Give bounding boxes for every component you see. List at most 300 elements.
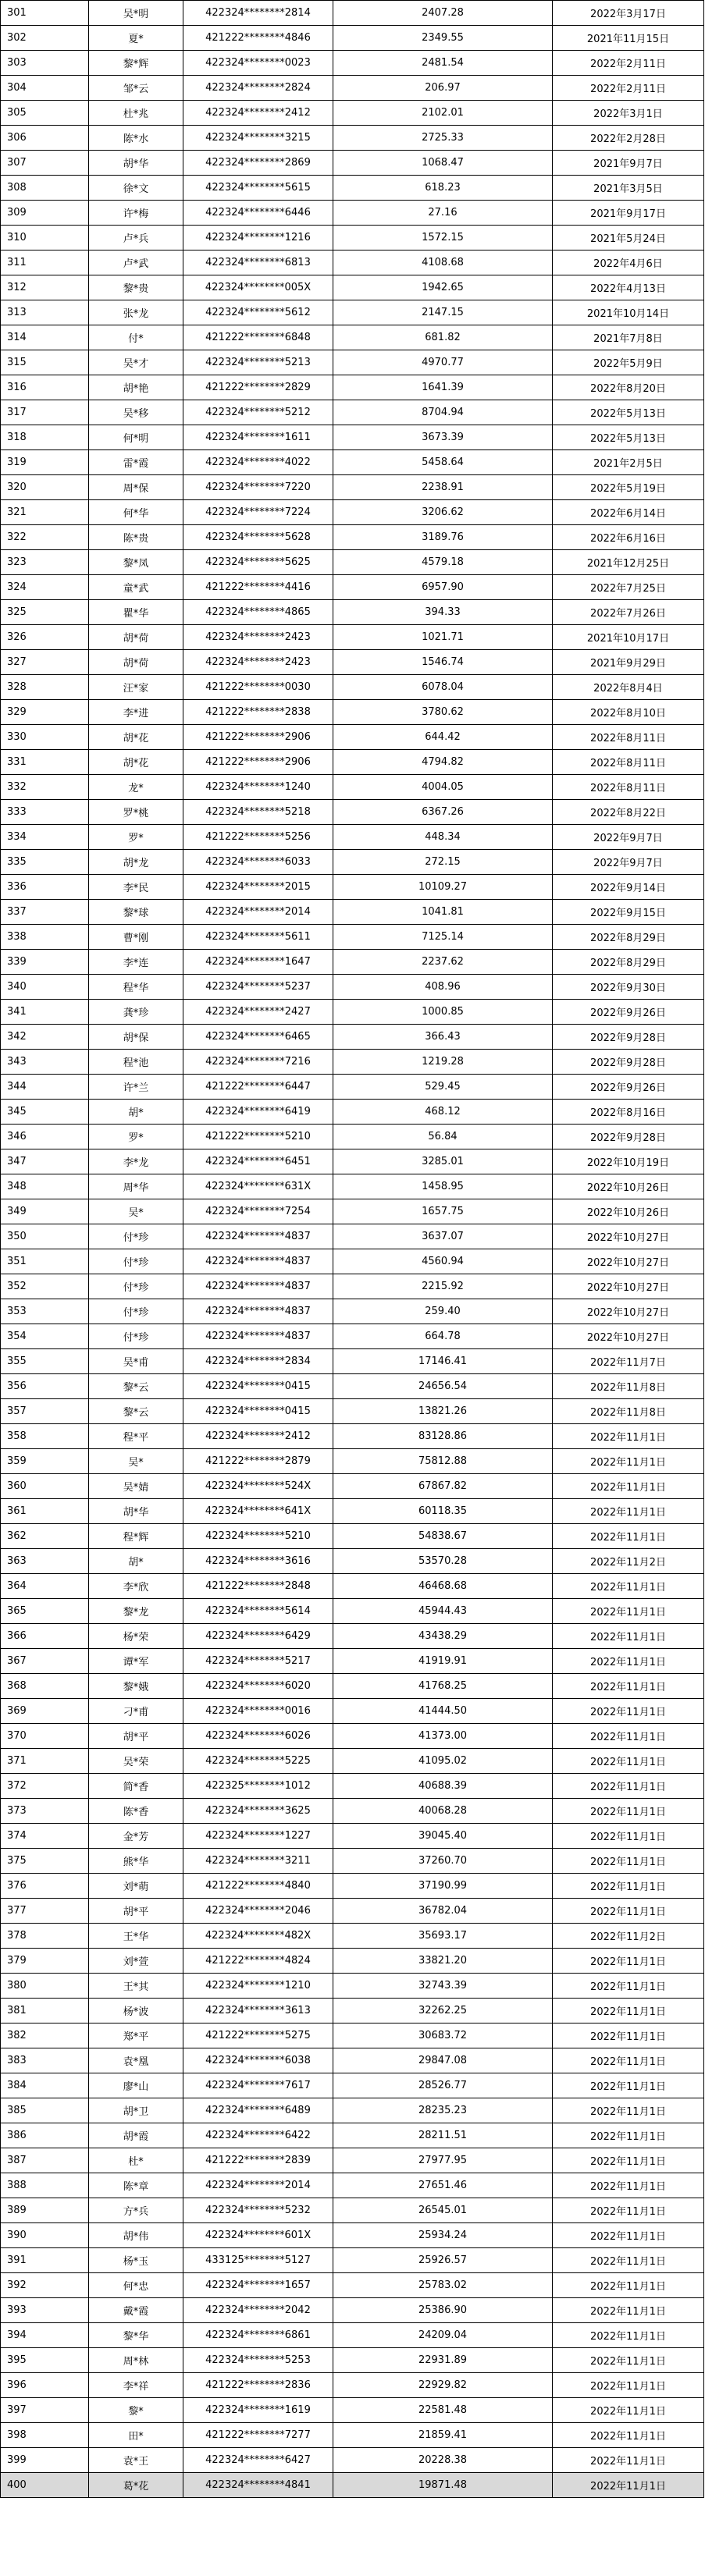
row-number-cell: 321 xyxy=(1,500,89,525)
amount-cell: 1021.71 xyxy=(333,625,553,650)
id-number-cell: 422324********2814 xyxy=(183,1,333,26)
table-row xyxy=(1,525,704,550)
date-cell: 2022年11月1日 xyxy=(553,1799,704,1824)
date-cell: 2022年8月10日 xyxy=(553,700,704,725)
table-row xyxy=(1,750,704,775)
name-cell: 谭*军 xyxy=(89,1649,183,1674)
name-cell: 付*珍 xyxy=(89,1299,183,1324)
table-row xyxy=(1,2148,704,2173)
row-number-cell: 395 xyxy=(1,2348,89,2373)
id-number-cell: 421222********4846 xyxy=(183,26,333,51)
date-cell: 2022年6月16日 xyxy=(553,525,704,550)
table-row xyxy=(1,325,704,350)
name-cell: 胡*花 xyxy=(89,750,183,775)
id-number-cell: 421222********4824 xyxy=(183,1949,333,1974)
id-number-cell: 421222********4416 xyxy=(183,575,333,600)
table-row xyxy=(1,126,704,151)
table-row xyxy=(1,1749,704,1774)
name-cell: 李*连 xyxy=(89,950,183,975)
date-cell: 2022年5月9日 xyxy=(553,350,704,375)
id-number-cell: 422324********4841 xyxy=(183,2473,333,2498)
table-row xyxy=(1,650,704,675)
id-number-cell: 422324********5212 xyxy=(183,400,333,425)
table-row xyxy=(1,51,704,76)
table-row xyxy=(1,1374,704,1399)
amount-cell: 53570.28 xyxy=(333,1549,553,1574)
id-number-cell: 422324********0023 xyxy=(183,51,333,76)
date-cell: 2022年8月16日 xyxy=(553,1100,704,1125)
amount-cell: 29847.08 xyxy=(333,2048,553,2073)
date-cell: 2022年11月1日 xyxy=(553,2073,704,2098)
amount-cell: 6078.04 xyxy=(333,675,553,700)
id-number-cell: 422324********5611 xyxy=(183,925,333,950)
id-number-cell: 422324********0016 xyxy=(183,1699,333,1724)
name-cell: 付*珍 xyxy=(89,1274,183,1299)
amount-cell: 27977.95 xyxy=(333,2148,553,2173)
date-cell: 2021年3月5日 xyxy=(553,176,704,201)
name-cell: 卢*兵 xyxy=(89,226,183,250)
name-cell: 汪*家 xyxy=(89,675,183,700)
name-cell: 吴* xyxy=(89,1449,183,1474)
date-cell: 2022年11月1日 xyxy=(553,1874,704,1899)
amount-cell: 2481.54 xyxy=(333,51,553,76)
id-number-cell: 422324********631X xyxy=(183,1174,333,1199)
name-cell: 黎*龙 xyxy=(89,1599,183,1624)
name-cell: 周*华 xyxy=(89,1174,183,1199)
row-number-cell: 344 xyxy=(1,1075,89,1100)
amount-cell: 468.12 xyxy=(333,1100,553,1125)
id-number-cell: 422324********2427 xyxy=(183,1000,333,1025)
table-row xyxy=(1,2298,704,2323)
id-number-cell: 422324********7220 xyxy=(183,475,333,500)
name-cell: 吴* xyxy=(89,1199,183,1224)
name-cell: 田* xyxy=(89,2423,183,2448)
date-cell: 2022年11月1日 xyxy=(553,2323,704,2348)
table-row xyxy=(1,725,704,750)
amount-cell: 681.82 xyxy=(333,325,553,350)
row-number-cell: 341 xyxy=(1,1000,89,1025)
amount-cell: 529.45 xyxy=(333,1075,553,1100)
name-cell: 曹*刚 xyxy=(89,925,183,950)
name-cell: 李*祥 xyxy=(89,2373,183,2398)
row-number-cell: 359 xyxy=(1,1449,89,1474)
table-row xyxy=(1,2373,704,2398)
amount-cell: 206.97 xyxy=(333,76,553,101)
amount-cell: 3780.62 xyxy=(333,700,553,725)
date-cell: 2022年11月1日 xyxy=(553,2398,704,2423)
id-number-cell: 421222********6447 xyxy=(183,1075,333,1100)
row-number-cell: 331 xyxy=(1,750,89,775)
date-cell: 2022年11月1日 xyxy=(553,2448,704,2473)
name-cell: 李*欣 xyxy=(89,1574,183,1599)
date-cell: 2022年9月7日 xyxy=(553,825,704,850)
name-cell: 周*林 xyxy=(89,2348,183,2373)
amount-cell: 39045.40 xyxy=(333,1824,553,1849)
date-cell: 2022年2月11日 xyxy=(553,76,704,101)
name-cell: 胡*卫 xyxy=(89,2098,183,2123)
date-cell: 2022年8月11日 xyxy=(553,750,704,775)
date-cell: 2022年11月7日 xyxy=(553,1349,704,1374)
table-row xyxy=(1,2248,704,2273)
table-row xyxy=(1,151,704,176)
id-number-cell: 422324********6813 xyxy=(183,250,333,275)
name-cell: 何*明 xyxy=(89,425,183,450)
table-row xyxy=(1,2023,704,2048)
date-cell: 2022年9月28日 xyxy=(553,1025,704,1050)
table-row xyxy=(1,1849,704,1874)
amount-cell: 20228.38 xyxy=(333,2448,553,2473)
name-cell: 王*其 xyxy=(89,1974,183,1999)
row-number-cell: 377 xyxy=(1,1899,89,1924)
table-row xyxy=(1,975,704,1000)
name-cell: 金*芳 xyxy=(89,1824,183,1849)
amount-cell: 366.43 xyxy=(333,1025,553,1050)
id-number-cell: 422324********3613 xyxy=(183,1999,333,2023)
date-cell: 2022年11月1日 xyxy=(553,1624,704,1649)
date-cell: 2022年9月7日 xyxy=(553,850,704,875)
amount-cell: 1219.28 xyxy=(333,1050,553,1075)
id-number-cell: 422324********5625 xyxy=(183,550,333,575)
row-number-cell: 327 xyxy=(1,650,89,675)
row-number-cell: 310 xyxy=(1,226,89,250)
amount-cell: 5458.64 xyxy=(333,450,553,475)
row-number-cell: 345 xyxy=(1,1100,89,1125)
table-row xyxy=(1,1149,704,1174)
id-number-cell: 422324********2423 xyxy=(183,625,333,650)
name-cell: 黎*贵 xyxy=(89,275,183,300)
date-cell: 2022年8月11日 xyxy=(553,775,704,800)
id-number-cell: 422324********4837 xyxy=(183,1274,333,1299)
name-cell: 郑*平 xyxy=(89,2023,183,2048)
name-cell: 简*香 xyxy=(89,1774,183,1799)
table-row xyxy=(1,1100,704,1125)
row-number-cell: 367 xyxy=(1,1649,89,1674)
table-row xyxy=(1,1000,704,1025)
id-number-cell: 422324********6038 xyxy=(183,2048,333,2073)
row-number-cell: 358 xyxy=(1,1424,89,1449)
amount-cell: 19871.48 xyxy=(333,2473,553,2498)
name-cell: 何*华 xyxy=(89,500,183,525)
row-number-cell: 385 xyxy=(1,2098,89,2123)
amount-cell: 32743.39 xyxy=(333,1974,553,1999)
date-cell: 2022年9月14日 xyxy=(553,875,704,900)
date-cell: 2022年11月1日 xyxy=(553,2023,704,2048)
amount-cell: 22931.89 xyxy=(333,2348,553,2373)
amount-cell: 1657.75 xyxy=(333,1199,553,1224)
id-number-cell: 422324********3616 xyxy=(183,1549,333,1574)
id-number-cell: 421222********6848 xyxy=(183,325,333,350)
name-cell: 黎*云 xyxy=(89,1374,183,1399)
row-number-cell: 319 xyxy=(1,450,89,475)
table-row xyxy=(1,1624,704,1649)
name-cell: 程*华 xyxy=(89,975,183,1000)
id-number-cell: 422324********1216 xyxy=(183,226,333,250)
row-number-cell: 337 xyxy=(1,900,89,925)
amount-cell: 1041.81 xyxy=(333,900,553,925)
row-number-cell: 366 xyxy=(1,1624,89,1649)
id-number-cell: 421222********5210 xyxy=(183,1125,333,1149)
name-cell: 吴*移 xyxy=(89,400,183,425)
name-cell: 瞿*华 xyxy=(89,600,183,625)
row-number-cell: 335 xyxy=(1,850,89,875)
date-cell: 2022年5月13日 xyxy=(553,425,704,450)
date-cell: 2021年5月24日 xyxy=(553,226,704,250)
table-row xyxy=(1,1125,704,1149)
table-row xyxy=(1,2073,704,2098)
date-cell: 2022年10月26日 xyxy=(553,1174,704,1199)
table-row xyxy=(1,450,704,475)
name-cell: 熊*华 xyxy=(89,1849,183,1874)
date-cell: 2022年10月19日 xyxy=(553,1149,704,1174)
table-row xyxy=(1,825,704,850)
id-number-cell: 421222********2906 xyxy=(183,750,333,775)
name-cell: 付*珍 xyxy=(89,1324,183,1349)
id-number-cell: 422324********4837 xyxy=(183,1324,333,1349)
date-cell: 2022年11月1日 xyxy=(553,1749,704,1774)
amount-cell: 1572.15 xyxy=(333,226,553,250)
row-number-cell: 390 xyxy=(1,2223,89,2248)
table-row xyxy=(1,1050,704,1075)
name-cell: 胡* xyxy=(89,1100,183,1125)
id-number-cell: 422324********2046 xyxy=(183,1899,333,1924)
date-cell: 2021年11月15日 xyxy=(553,26,704,51)
date-cell: 2022年11月2日 xyxy=(553,1924,704,1949)
row-number-cell: 322 xyxy=(1,525,89,550)
table-row xyxy=(1,550,704,575)
date-cell: 2022年8月22日 xyxy=(553,800,704,825)
id-number-cell: 422324********6465 xyxy=(183,1025,333,1050)
date-cell: 2022年8月20日 xyxy=(553,375,704,400)
row-number-cell: 369 xyxy=(1,1699,89,1724)
date-cell: 2021年10月14日 xyxy=(553,300,704,325)
row-number-cell: 352 xyxy=(1,1274,89,1299)
table-row xyxy=(1,1999,704,2023)
name-cell: 葛*花 xyxy=(89,2473,183,2498)
id-number-cell: 422324********3211 xyxy=(183,1849,333,1874)
date-cell: 2021年9月29日 xyxy=(553,650,704,675)
name-cell: 徐*文 xyxy=(89,176,183,201)
row-number-cell: 371 xyxy=(1,1749,89,1774)
row-number-cell: 392 xyxy=(1,2273,89,2298)
name-cell: 程*平 xyxy=(89,1424,183,1449)
table-row xyxy=(1,675,704,700)
amount-cell: 13821.26 xyxy=(333,1399,553,1424)
table-row xyxy=(1,1974,704,1999)
date-cell: 2022年7月25日 xyxy=(553,575,704,600)
name-cell: 卢*武 xyxy=(89,250,183,275)
table-row xyxy=(1,1299,704,1324)
date-cell: 2022年7月26日 xyxy=(553,600,704,625)
id-number-cell: 422324********005X xyxy=(183,275,333,300)
table-row xyxy=(1,2323,704,2348)
table-row xyxy=(1,1724,704,1749)
id-number-cell: 421222********2839 xyxy=(183,2148,333,2173)
amount-cell: 10109.27 xyxy=(333,875,553,900)
row-number-cell: 312 xyxy=(1,275,89,300)
table-row xyxy=(1,1649,704,1674)
row-number-cell: 354 xyxy=(1,1324,89,1349)
name-cell: 李*民 xyxy=(89,875,183,900)
amount-cell: 3206.62 xyxy=(333,500,553,525)
name-cell: 胡*伟 xyxy=(89,2223,183,2248)
date-cell: 2022年9月28日 xyxy=(553,1125,704,1149)
date-cell: 2022年2月11日 xyxy=(553,51,704,76)
amount-cell: 644.42 xyxy=(333,725,553,750)
name-cell: 雷*霞 xyxy=(89,450,183,475)
name-cell: 龚*珍 xyxy=(89,1000,183,1025)
amount-cell: 27.16 xyxy=(333,201,553,226)
id-number-cell: 422324********1619 xyxy=(183,2398,333,2423)
table-row xyxy=(1,2348,704,2373)
row-number-cell: 370 xyxy=(1,1724,89,1749)
table-row xyxy=(1,1899,704,1924)
name-cell: 付*珍 xyxy=(89,1224,183,1249)
table-row xyxy=(1,1349,704,1374)
row-number-cell: 302 xyxy=(1,26,89,51)
amount-cell: 2147.15 xyxy=(333,300,553,325)
row-number-cell: 334 xyxy=(1,825,89,850)
id-number-cell: 422324********2042 xyxy=(183,2298,333,2323)
date-cell: 2022年11月1日 xyxy=(553,1499,704,1524)
table-row xyxy=(1,1549,704,1574)
name-cell: 吴*明 xyxy=(89,1,183,26)
date-cell: 2022年8月29日 xyxy=(553,950,704,975)
id-number-cell: 422324********2412 xyxy=(183,101,333,126)
name-cell: 袁*王 xyxy=(89,2448,183,2473)
name-cell: 胡*平 xyxy=(89,1724,183,1749)
amount-cell: 83128.86 xyxy=(333,1424,553,1449)
id-number-cell: 422324********2423 xyxy=(183,650,333,675)
row-number-cell: 320 xyxy=(1,475,89,500)
table-row xyxy=(1,625,704,650)
name-cell: 胡*荷 xyxy=(89,625,183,650)
name-cell: 陈*贵 xyxy=(89,525,183,550)
name-cell: 陈*水 xyxy=(89,126,183,151)
amount-cell: 664.78 xyxy=(333,1324,553,1349)
row-number-cell: 388 xyxy=(1,2173,89,2198)
table-row xyxy=(1,76,704,101)
name-cell: 胡* xyxy=(89,1549,183,1574)
amount-cell: 8704.94 xyxy=(333,400,553,425)
row-number-cell: 309 xyxy=(1,201,89,226)
id-number-cell: 422324********6033 xyxy=(183,850,333,875)
table-row xyxy=(1,425,704,450)
id-number-cell: 421222********2838 xyxy=(183,700,333,725)
name-cell: 刘*萱 xyxy=(89,1949,183,1974)
table-row xyxy=(1,1499,704,1524)
amount-cell: 40688.39 xyxy=(333,1774,553,1799)
row-number-cell: 349 xyxy=(1,1199,89,1224)
id-number-cell: 422324********2869 xyxy=(183,151,333,176)
date-cell: 2022年3月17日 xyxy=(553,1,704,26)
row-number-cell: 338 xyxy=(1,925,89,950)
id-number-cell: 422324********7254 xyxy=(183,1199,333,1224)
row-number-cell: 375 xyxy=(1,1849,89,1874)
date-cell: 2022年11月1日 xyxy=(553,2148,704,2173)
amount-cell: 7125.14 xyxy=(333,925,553,950)
table-row xyxy=(1,1824,704,1849)
name-cell: 程*池 xyxy=(89,1050,183,1075)
amount-cell: 24656.54 xyxy=(333,1374,553,1399)
id-number-cell: 422324********601X xyxy=(183,2223,333,2248)
date-cell: 2022年4月13日 xyxy=(553,275,704,300)
table-row xyxy=(1,1674,704,1699)
name-cell: 周*保 xyxy=(89,475,183,500)
id-number-cell: 422324********5614 xyxy=(183,1599,333,1624)
name-cell: 罗* xyxy=(89,1125,183,1149)
row-number-cell: 389 xyxy=(1,2198,89,2223)
date-cell: 2022年11月1日 xyxy=(553,2123,704,2148)
id-number-cell: 422324********5237 xyxy=(183,975,333,1000)
amount-cell: 4794.82 xyxy=(333,750,553,775)
name-cell: 黎*球 xyxy=(89,900,183,925)
date-cell: 2022年9月15日 xyxy=(553,900,704,925)
date-cell: 2022年11月1日 xyxy=(553,1824,704,1849)
row-number-cell: 362 xyxy=(1,1524,89,1549)
name-cell: 杨*波 xyxy=(89,1999,183,2023)
date-cell: 2021年9月17日 xyxy=(553,201,704,226)
name-cell: 童*武 xyxy=(89,575,183,600)
amount-cell: 26545.01 xyxy=(333,2198,553,2223)
id-number-cell: 422324********5213 xyxy=(183,350,333,375)
amount-cell: 41919.91 xyxy=(333,1649,553,1674)
name-cell: 吴*婧 xyxy=(89,1474,183,1499)
date-cell: 2022年10月27日 xyxy=(553,1274,704,1299)
date-cell: 2022年11月1日 xyxy=(553,2348,704,2373)
amount-cell: 2407.28 xyxy=(333,1,553,26)
amount-cell: 4970.77 xyxy=(333,350,553,375)
row-number-cell: 355 xyxy=(1,1349,89,1374)
table-row xyxy=(1,201,704,226)
id-number-cell: 421222********2848 xyxy=(183,1574,333,1599)
id-number-cell: 422324********0415 xyxy=(183,1399,333,1424)
date-cell: 2022年11月1日 xyxy=(553,2373,704,2398)
id-number-cell: 422324********5210 xyxy=(183,1524,333,1549)
table-row xyxy=(1,1599,704,1624)
row-number-cell: 397 xyxy=(1,2398,89,2423)
name-cell: 胡*花 xyxy=(89,725,183,750)
table-row xyxy=(1,2448,704,2473)
date-cell: 2022年11月1日 xyxy=(553,2273,704,2298)
row-number-cell: 372 xyxy=(1,1774,89,1799)
row-number-cell: 393 xyxy=(1,2298,89,2323)
amount-cell: 45944.43 xyxy=(333,1599,553,1624)
name-cell: 杨*荣 xyxy=(89,1624,183,1649)
id-number-cell: 422324********5253 xyxy=(183,2348,333,2373)
name-cell: 刁*甫 xyxy=(89,1699,183,1724)
name-cell: 龙* xyxy=(89,775,183,800)
date-cell: 2022年11月1日 xyxy=(553,1724,704,1749)
name-cell: 胡*华 xyxy=(89,1499,183,1524)
id-number-cell: 421222********2829 xyxy=(183,375,333,400)
id-number-cell: 422324********4837 xyxy=(183,1299,333,1324)
date-cell: 2022年9月28日 xyxy=(553,1050,704,1075)
row-number-cell: 311 xyxy=(1,250,89,275)
table-row xyxy=(1,300,704,325)
name-cell: 杨*玉 xyxy=(89,2248,183,2273)
row-number-cell: 373 xyxy=(1,1799,89,1824)
table-row xyxy=(1,600,704,625)
date-cell: 2022年4月6日 xyxy=(553,250,704,275)
row-number-cell: 303 xyxy=(1,51,89,76)
date-cell: 2022年11月1日 xyxy=(553,2048,704,2073)
amount-cell: 1641.39 xyxy=(333,375,553,400)
id-number-cell: 422324********1227 xyxy=(183,1824,333,1849)
table-row xyxy=(1,2473,704,2498)
id-number-cell: 422324********2014 xyxy=(183,2173,333,2198)
id-number-cell: 422324********1210 xyxy=(183,1974,333,1999)
row-number-cell: 382 xyxy=(1,2023,89,2048)
